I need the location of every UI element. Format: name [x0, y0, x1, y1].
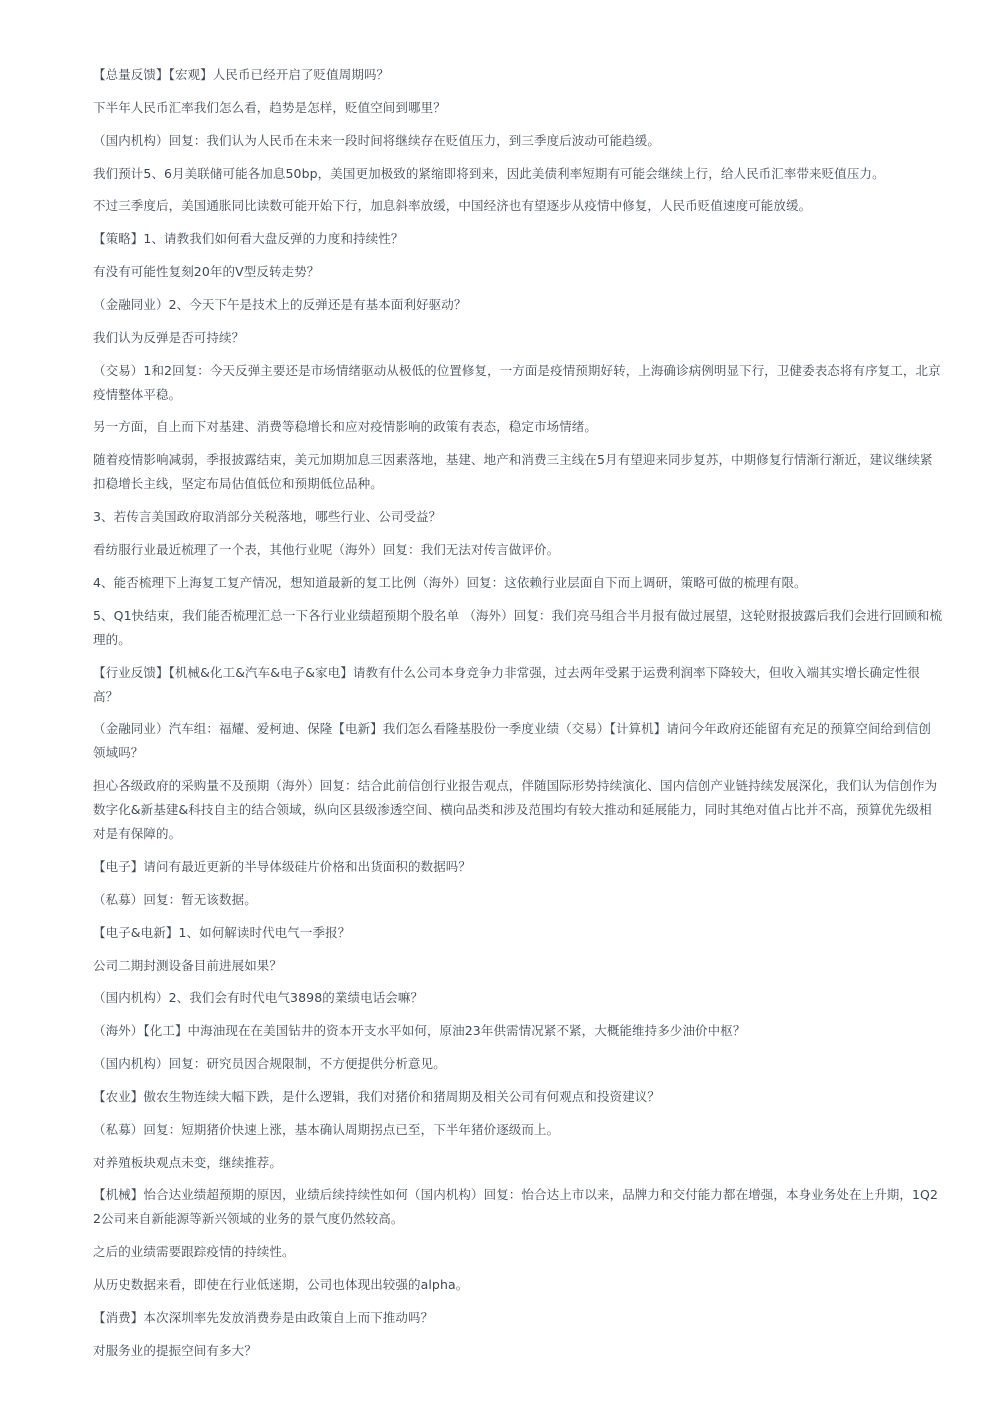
- paragraph: （国内机构）回复：研究员因合规限制，不方便提供分析意见。: [93, 1056, 446, 1072]
- paragraph: 从历史数据来看，即使在行业低迷期，公司也体现出较强的alpha。: [93, 1277, 469, 1293]
- paragraph: 对服务业的提振空间有多大？: [93, 1342, 257, 1358]
- paragraph: 随着疫情影响减弱，季报披露结束，美元加期加息三因素落地，基建、地产和消费三主线在5月有望迎来同步复苏，中期修复行情渐行渐近，建议继续紧扣稳增长主线，坚定布局估值低位和预期低位品种。: [93, 452, 933, 492]
- paragraph: 【行业反馈】【机械&化工&汽车&电子&家电】请教有什么公司本身竞争力非常强，过去两年受累于运费利润率下降较大，但收入端其实增长确定性很高？: [93, 664, 920, 704]
- paragraph: （国内机构）回复：我们认为人民币在未来一段时间将继续存在贬值压力，到三季度后波动可能趋缓。: [93, 132, 661, 148]
- paragraph: （金融同业）2、今天下午是技术上的反弹还是有基本面利好驱动？: [93, 296, 467, 312]
- paragraph: 【农业】傲农生物连续大幅下跌，是什么逻辑，我们对猪价和猪周期及相关公司有何观点和投资建议？: [93, 1088, 661, 1104]
- paragraph: （私募）回复：暂无该数据。: [93, 891, 257, 907]
- paragraph: （国内机构）2、我们会有时代电气3898的業绩电话会嘛？: [93, 990, 424, 1006]
- paragraph: 我们认为反弹是否可持续？: [93, 329, 245, 345]
- paragraph: 【机械】怡合达业绩超预期的原因，业绩后续持续性如何（国内机构）回复：怡合达上市以来，品牌力和交付能力都在增强，本身业务处在上升期，1Q22公司来自新能源等新兴领域的业务的景气度仍然较高。: [93, 1187, 939, 1227]
- paragraph: 另一方面，自上而下对基建、消费等稳增长和应对疫情影响的政策有表态，稳定市场情绪。: [93, 419, 598, 435]
- paragraph: 【电子】请问有最近更新的半导体级硅片价格和出货面积的数据吗？: [93, 859, 472, 875]
- paragraph: 3、若传言美国政府取消部分关税落地，哪些行业、公司受益？: [93, 509, 442, 525]
- paragraph: 对养殖板块观点未变，继续推荐。: [93, 1154, 283, 1170]
- paragraph: （海外）【化工】中海油现在在美国钻井的资本开支水平如何，原油23年供需情况紧不紧，大概能维持多少油价中枢？: [93, 1023, 746, 1039]
- paragraph: 看纺服行业最近梳理了一个表，其他行业呢（海外）回复：我们无法对传言做评价。: [93, 541, 560, 557]
- paragraph: 公司二期封测设备目前进展如果？: [93, 957, 283, 973]
- paragraph: 5、Q1快结束，我们能否梳理汇总一下各行业业绩超预期个股名单 （海外）回复：我们亮马组合半月报有做过展望，这轮财报披露后我们会进行回顾和梳理的。: [93, 607, 943, 647]
- paragraph: 【总量反馈】【宏观】人民币已经开启了贬值周期吗？: [93, 67, 390, 82]
- paragraph: 担心各级政府的采购量不及预期（海外）回复：结合此前信创行业报告观点，伴随国际形势持续演化、国内信创产业链持续发展深化，我们认为信创作为数字化&新基建&科技自主的结合领域，纵向区县级渗透空间、横向品类和涉及范围均有较大推动和延展能力，同时其绝对值占比并不高，预算优先级相对是有保障的。: [93, 778, 938, 842]
- paragraph: 【电子&电新】1、如何解读时代电气一季报？: [93, 924, 351, 940]
- paragraph: （交易）1和2回复：今天反弹主要还是市场情绪驱动从极低的位置修复，一方面是疫情预期好转，上海确诊病例明显下行，卫健委表态将有序复工，北京疫情整体平稳。: [93, 362, 941, 402]
- paragraph: 有没有可能性复刻20年的V型反转走势？: [93, 264, 320, 280]
- paragraph: 我们预计5、6月美联储可能各加息50bp，美国更加极致的紧缩即将到来，因此美债利率短期有可能会继续上行，给人民币汇率带来贬值压力。: [93, 165, 885, 181]
- paragraph: 【消费】本次深圳率先发放消费券是由政策自上而下推动吗？: [93, 1310, 434, 1325]
- document-body: [93, 63, 943, 1372]
- paragraph: （金融同业）汽车组：福耀、爱柯迪、保隆【电新】我们怎么看隆基股份一季度业绩（交易）【计算机】请问今年政府还能留有充足的预算空间给到信创领域吗？: [93, 721, 931, 761]
- paragraph: 下半年人民币汇率我们怎么看，趋势是怎样，贬值空间到哪里？: [93, 99, 446, 115]
- paragraph: （私募）回复：短期猪价快速上涨，基本确认周期拐点已至，下半年猪价逐级而上。: [93, 1121, 560, 1137]
- paragraph: 不过三季度后，美国通胀同比读数可能开始下行，加息斜率放缓，中国经济也有望逐步从疫情中修复，人民币贬值速度可能放缓。: [93, 198, 812, 214]
- paragraph: 4、能否梳理下上海复工复产情况，想知道最新的复工比例（海外）回复：这依赖行业层面自下而上调研，策略可做的梳理有限。: [93, 574, 807, 590]
- paragraph: 【策略】1、请教我们如何看大盘反弹的力度和持续性？: [93, 231, 404, 247]
- paragraph: 之后的业绩需要跟踪疫情的持续性。: [93, 1244, 295, 1260]
